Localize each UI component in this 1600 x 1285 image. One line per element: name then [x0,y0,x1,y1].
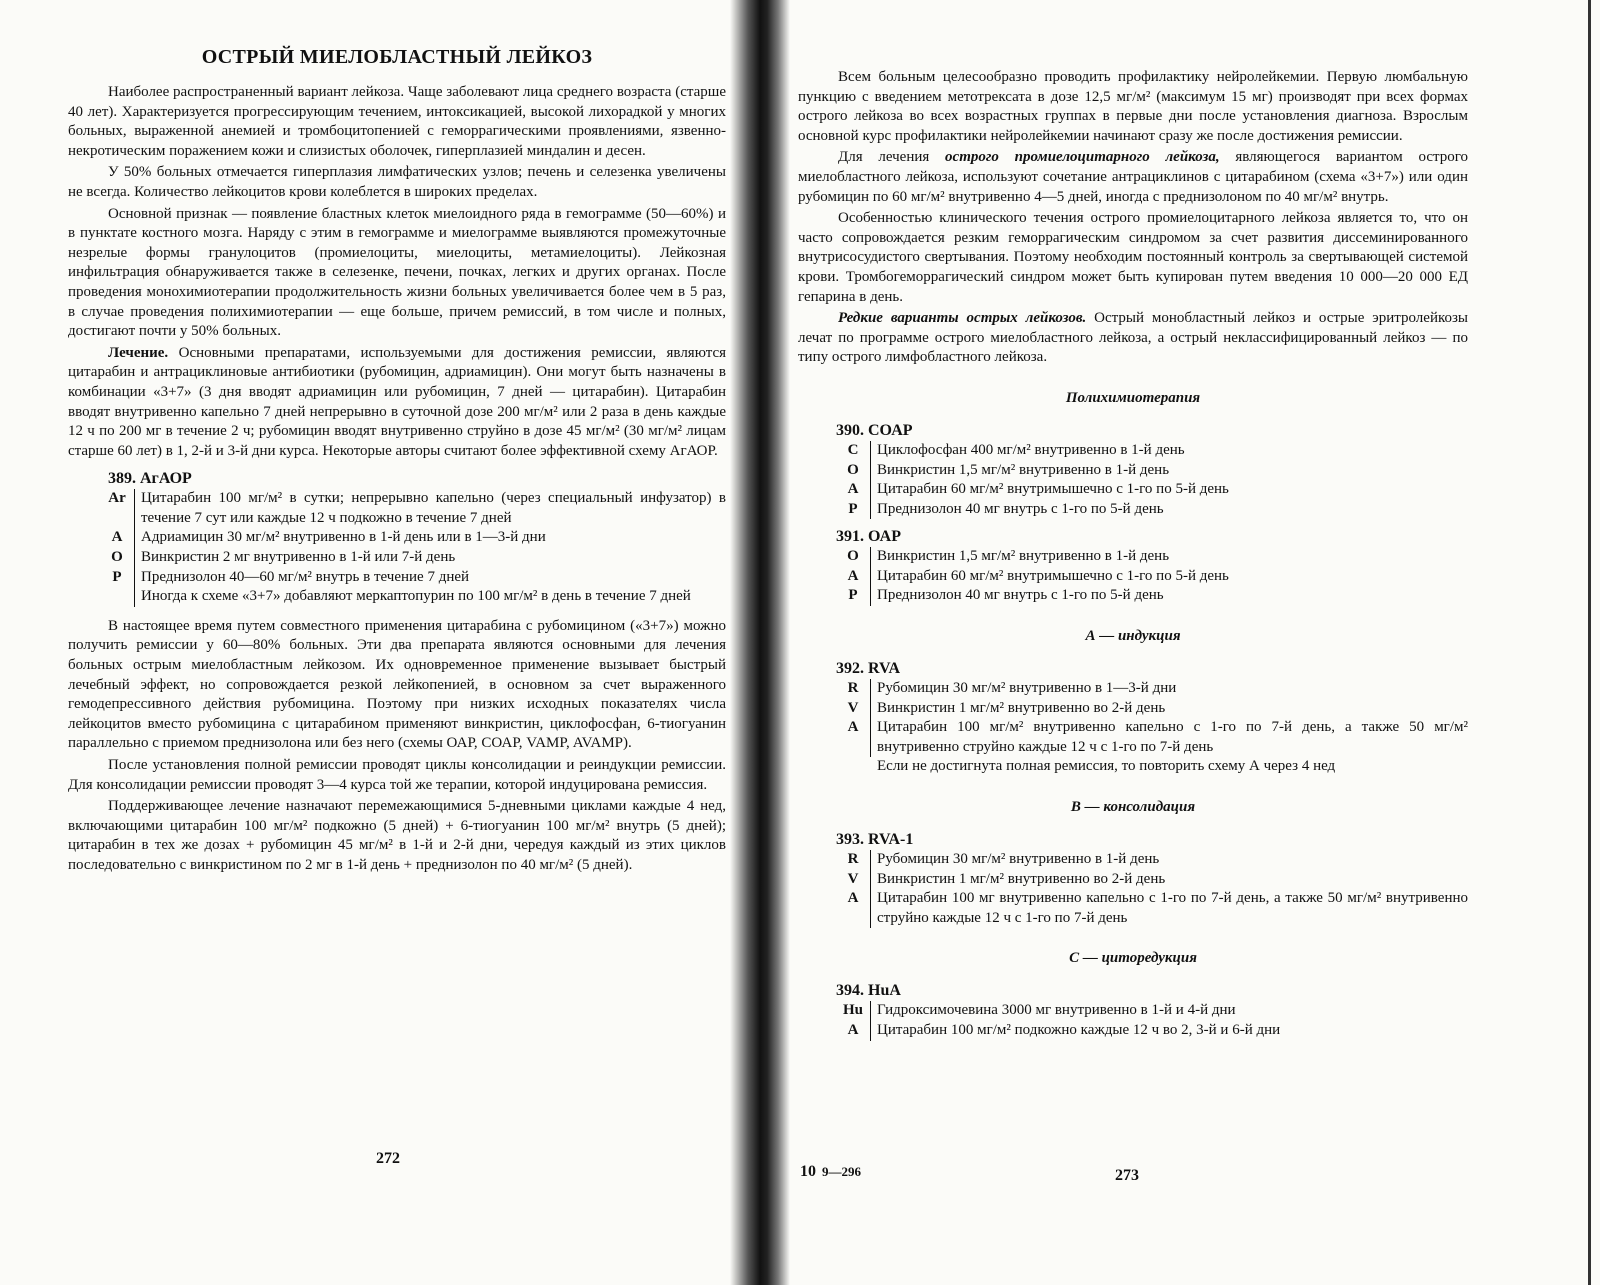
left-page [0,0,740,1285]
rare-variants-paragraph [798,309,1468,368]
regimen-note: Иногда к схеме «3+7» добавляют меркаптопурин по 100 мг/м² в день в течение 7 дней [134,587,726,607]
regimen-name: 394. HuA [836,982,901,1000]
regimen-row [100,528,726,548]
text-fragment: являющегося вариантом острого миелобластного лейкоза, используют сочетание антрациклинов с цитарабином (схема «3+7») или один рубомицин по 60 мг/м² внутривенно 4—5 дней, иногда с преднизолоном по 40 мг/м² внутрь. [798,149,1469,205]
regimen-text: Гидроксимочевина 3000 мг внутривенно в 1-й и 4-й дни [870,1001,1468,1021]
regimen-row [100,587,726,607]
regimen-text: Цитарабин 100 мг внутривенно капельно с 1-го по 7-й день, а также 50 мг/м² внутривенно струйно каждые 12 ч с 1-го по 7-й день [870,889,1468,928]
regimen-392 [836,659,1468,777]
right-page [790,0,1600,1285]
regimen-row [836,850,1468,870]
regimen-code: А [111,529,123,546]
regimen-text: Рубомицин 30 мг/м² внутривенно в 1-й день [870,850,1468,870]
regimen-row [836,679,1468,699]
regimen-code: Р [848,587,858,604]
regimen-code: R [847,680,859,697]
regimen-text: Цитарабин 100 мг/м² подкожно каждые 12 ч во 2, 3-й и 6-й дни [870,1021,1468,1041]
paragraph: В настоящее время путем совместного применения цитарабина с рубомицином («3+7») можно получить ремиссии у 60—80% больных. Эти два препарата являются основными для лечения больных острым миелобластным лейкозом. Их одновременное применение вызывает быстрый лечебный эффект, но сопровождается резкой лейкопенией, в основном за счет выраженного гемодепрессивного действия рубомицина. Поэтому при низких исходных показателях числа лейкоцитов вместо рубомицина с цитарабином применяют винкристин, циклофосфан, 6-тиогуанин параллельно с приемом преднизолона или без него (схемы ОАР, СОАР, VAMP, AVAMP). [68,617,726,752]
regimen-code [100,587,134,607]
regimen-row [100,548,726,568]
paragraph: У 50% больных отмечается гиперплазия лимфатических узлов; печень и селезенка увеличены не всегда. Количество лейкоцитов крови колеблется в широких пределах. [68,164,726,200]
paragraph: Наиболее распространенный вариант лейкоза. Чаще заболевают лица среднего возраста (старше 40 лет). Характеризуется прогрессирующим течением, интоксикацией, высокой лихорадкой у многих больных, выраженной анемией и тромбоцитопенией с геморрагическими проявлениями, язвенно-некротическим поражением кожи и слизистых оболочек, гиперплазией миндалин и десен. [68,84,726,159]
regimen-name: 393. RVA-1 [836,831,914,849]
regimen-code: А [847,481,859,498]
regimen-text: Винкристин 1 мг/м² внутривенно во 2-й день [870,870,1468,890]
regimen-text: Цитарабин 60 мг/м² внутримышечно с 1-го по 5-й день [870,567,1468,587]
paragraph: Основной признак — появление бластных клеток миелоидного ряда в гемограмме (50—60%) и в пунктате костного мозга. Наряду с этим в гемограмме и миелограмме выявляются промежуточные незрелые формы гранулоцитов (промиелоциты, миелоциты, метамиелоциты). Лейкозная инфильтрация обнаруживается также в селезенке, печени, почках, легких и других органах. После проведения монохимиотерапии продолжительность жизни больных увеличивается более чем в 5 раз, в случае проведения полихимиотерапии — еще больше, причем ремиссий, в том числе и полных, достигают почти у 50% больных. [68,205,726,340]
regimen-name: 392. RVA [836,660,901,678]
regimen-code: Р [112,568,122,585]
regimen-code: Hu [842,1002,863,1019]
regimen-row [836,757,1468,777]
regimen-text: Преднизолон 40 мг внутрь с 1-го по 5-й день [870,500,1468,520]
regimen-code: А [847,719,859,736]
regimen-code: О [847,461,859,478]
left-page-column [68,40,726,876]
paragraph: После установления полной ремиссии проводят циклы консолидации и реиндукции ремиссии. Для консолидации ремиссии проводят 3—4 курса той же терапии, которой индуцирована ремиссия. [68,757,726,793]
section-heading: Полихимиотерапия [1065,389,1201,406]
regimen-394 [836,981,1468,1040]
regimen-text: Цитарабин 60 мг/м² внутримышечно с 1-го по 5-й день [870,480,1468,500]
regimen-code: Ar [108,490,126,507]
regimen-text: Преднизолон 40—60 мг/м² внутрь в течение 7 дней [134,568,726,588]
regimen-row [836,1021,1468,1041]
italic-term: острого промиелоцитарного лейкоза, [945,149,1220,166]
regimen-row [836,441,1468,461]
regimen-389 [100,469,726,607]
page-number: 272 [376,1150,400,1167]
regimen-text: Адриамицин 30 мг/м² внутривенно в 1-й день или в 1—3-й дни [134,528,726,548]
regimen-text: Винкристин 1,5 мг/м² внутривенно в 1-й день [870,461,1468,481]
section-heading: С — циторедукция [1069,950,1197,967]
regimen-row [100,489,726,528]
text-fragment: Острый монобластный лейкоз и острые эритролейкозы лечат по программе острого миелобластного лейкоза, а острый неклассифицированный лейкоз — по типу острого лимфобластного лейкоза. [798,310,1468,366]
regimen-code: R [847,851,859,868]
regimen-text: Циклофосфан 400 мг/м² внутривенно в 1-й день [870,441,1468,461]
regimen-391 [836,527,1468,606]
regimen-390 [836,421,1468,519]
regimen-text: Цитарабин 100 мг/м² в сутки; непрерывно капельно (через специальный инфузатор) в течение 7 сут или каждые 12 ч подкожно в течение 7 дней [134,489,726,528]
regimen-text: Винкристин 1 мг/м² внутривенно во 2-й день [870,699,1468,719]
regimen-text: Винкристин 1,5 мг/м² внутривенно в 1-й день [870,547,1468,567]
page-number: 273 [1115,1167,1139,1184]
regimen-code: Р [848,500,858,517]
treatment-text: Основными препаратами, используемыми для достижения ремиссии, являются цитарабин и антрациклиновые антибиотики (рубомицин, адриамицин). Они могут быть назначены в комбинации «3+7» (3 дня вводят адриамицин или рубомицин, 7 дней — цитарабин). Цитарабин вводят внутривенно капельно 7 дней непрерывно в суточной дозе 200 мг/м² или 2 раза в день каждые 12 ч по 200 мг в течение 2 ч; рубомицин вводят внутривенно струйно в дозе 45 мг/м² (30 мг/м² лицам старше 60 лет) в 1, 2-й и 3-й дни курса. Некоторые авторы считают более эффективной схему АгАОР. [68,344,727,459]
promyelocytic-paragraph [798,148,1468,207]
treatment-lead: Лечение. [108,344,169,361]
regimen-row [836,500,1468,520]
chapter-title: ОСТРЫЙ МИЕЛОБЛАСТНЫЙ ЛЕЙКОЗ [201,46,593,68]
regimen-name: 390. СОАР [836,421,913,439]
regimen-row [836,461,1468,481]
regimen-row [836,1001,1468,1021]
regimen-text: Рубомицин 30 мг/м² внутривенно в 1—3-й дни [870,679,1468,699]
regimen-row [100,568,726,588]
regimen-393 [836,830,1468,928]
italic-term: Редкие варианты острых лейкозов. [838,310,1087,327]
text-fragment: Для лечения [838,149,930,166]
regimen-text: Цитарабин 100 мг/м² внутривенно капельно с 1-го по 7-й день, а также 50 мг/м² внутривенно струйно каждые 12 ч с 1-го по 7-й день [870,718,1468,757]
regimen-text: Винкристин 2 мг внутривенно в 1-й или 7-й день [134,548,726,568]
regimen-code: А [847,567,859,584]
treatment-paragraph [68,344,726,462]
regimen-row [836,586,1468,606]
paragraph: Особенностью клинического течения острого промиелоцитарного лейкоза является то, что он часто сопровождается резким геморрагическим синдромом за счет развития диссеминированного внутрисосудистого свертывания. Поэтому необходим постоянный контроль за свертывающей системой крови. Тромбогеморрагический синдром может быть купирован путем введения 10 000—20 000 ЕД гепарина в день. [798,210,1468,305]
regimen-code: А [847,890,859,907]
signature-code: 9—296 [822,1164,861,1179]
regimen-row [836,870,1468,890]
regimen-code [836,757,870,777]
paragraph: Всем больным целесообразно проводить профилактику нейролейкемии. Первую люмбальную пункцию с введением метотрексата в дозе 12,5 мг/м² (максимум 15 мг) производят при всех формах острого лейкоза во всех возрастных группах в первые дни после установления диагноза. Взрослым основной курс профилактики нейролейкемии начинают сразу же после достижения ремиссии. [798,69,1468,144]
section-heading: А — индукция [1085,628,1181,645]
paragraph: Поддерживающее лечение назначают перемежающимися 5-дневными циклами каждые 4 нед, включающими цитарабин 100 мг/м² подкожно (5 дней) + 6-тиогуанин 100 мг/м² внутрь (5 дней); цитарабин в тех же дозах + рубомицин 45 мг/м² в 1-й и 2-й дни, чередуя каждый из этих циклов последовательно с винкристином по 2 мг в 1-й день + преднизолон по 40 мг/м² (5 дней). [68,798,726,873]
regimen-row [836,889,1468,928]
right-page-column [798,68,1468,1047]
signature-number: 10 [800,1163,816,1180]
regimen-row [836,480,1468,500]
regimen-row [836,718,1468,757]
regimen-name: 391. ОАР [836,528,901,546]
regimen-code: О [111,549,123,566]
regimen-text: Преднизолон 40 мг внутрь с 1-го по 5-й день [870,586,1468,606]
regimen-row [836,547,1468,567]
printer-signature [800,1163,861,1181]
regimen-code: V [847,870,859,887]
regimen-code: V [847,699,859,716]
regimen-row [836,567,1468,587]
regimen-note: Если не достигнута полная ремиссия, то повторить схему А через 4 нед [877,758,1336,775]
section-heading: В — консолидация [1070,799,1196,816]
regimen-code: С [847,441,859,458]
regimen-code: А [847,1022,859,1038]
regimen-code: О [847,548,859,565]
regimen-name: 389. АгАОР [108,470,192,488]
regimen-row [836,699,1468,719]
